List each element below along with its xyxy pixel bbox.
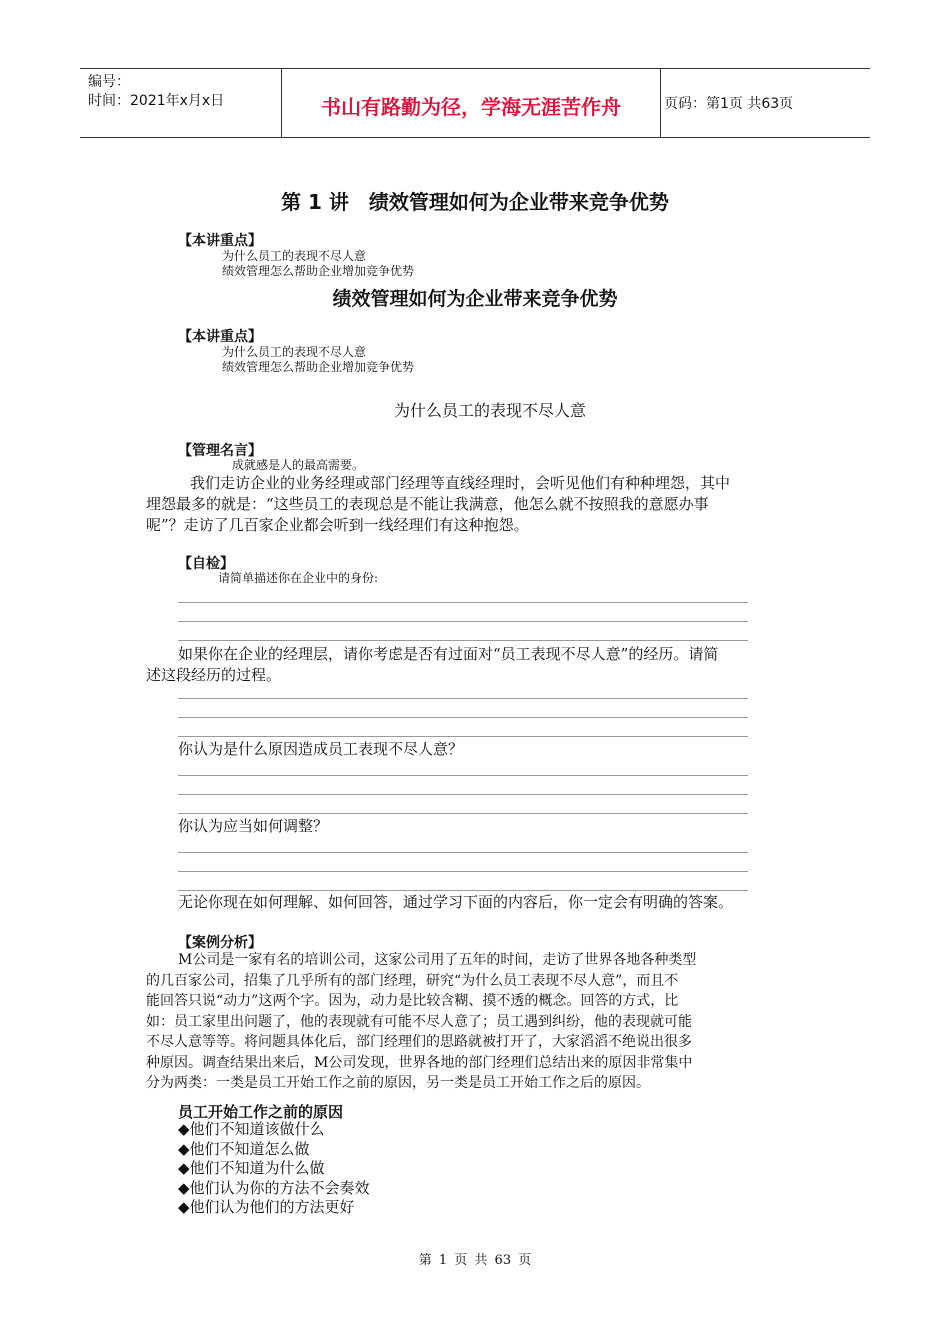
answer-line[interactable] xyxy=(178,794,748,795)
question-3: 你认为是什么原因造成员工表现不尽人意？ xyxy=(178,740,464,758)
lecture-title: 第 1 讲 绩效管理如何为企业带来竞争优势 xyxy=(281,190,669,214)
answer-line[interactable] xyxy=(178,852,748,853)
answer-line[interactable] xyxy=(178,717,748,718)
answer-line[interactable] xyxy=(178,640,748,641)
question-4: 你认为应当如何调整？ xyxy=(178,817,329,835)
self-check-label: 【自检】 xyxy=(178,556,234,572)
conclusion-text: 无论你现在如何理解、如何回答，通过学习下面的内容后，你一定会有明确的答案。 xyxy=(178,893,734,911)
page-label: 页码：第1页 共63页 xyxy=(664,96,794,112)
list-item: ◆他们不知道怎么做 xyxy=(178,1139,310,1158)
self-check-prompt: 请简单描述你在企业中的身份: xyxy=(218,571,379,585)
question-2 xyxy=(146,644,826,686)
answer-line[interactable] xyxy=(178,775,748,776)
key-points-label: 【本讲重点】 xyxy=(178,233,262,249)
header-meta xyxy=(88,73,224,111)
intro-line: 呢”？走访了几百家企业都会听到一线经理们有这种抱怨。 xyxy=(146,516,529,534)
header-motto: 书山有路勤为径，学海无涯苦作舟 xyxy=(321,95,621,119)
before-work-title: 员工开始工作之前的原因 xyxy=(178,1103,344,1121)
key-points-list xyxy=(222,249,414,279)
case-line: 不尽人意等等。将问题具体化后，部门经理们的思路就被打开了，大家滔滔不绝说出很多 xyxy=(146,1034,692,1050)
question-line: 如果你在企业的经理层，请你考虑是否有过面对“员工表现不尽人意”的经历。请简 xyxy=(178,645,719,663)
answer-line[interactable] xyxy=(178,621,748,622)
question-line: 述这段经历的过程。 xyxy=(146,666,282,684)
header-box xyxy=(80,68,870,138)
case-line: 如：员工家里出问题了，他的表现就有可能不尽人意了；员工遇到纠纷，他的表现就可能 xyxy=(146,1013,692,1030)
key-points-label-2: 【本讲重点】 xyxy=(178,329,262,345)
quote-label: 【管理名言】 xyxy=(178,443,262,459)
case-line: 的几百家公司，招集了几乎所有的部门经理，研究“为什么员工表现不尽人意”，而且不 xyxy=(146,972,679,989)
key-point-item: 绩效管理怎么帮助企业增加竞争优势 xyxy=(222,360,415,374)
intro-line: 埋怨最多的就是：“这些员工的表现总是不能让我满意，他怎么就不按照我的意愿办事 xyxy=(146,495,709,513)
section-title: 为什么员工的表现不尽人意 xyxy=(393,401,586,420)
list-item: ◆他们认为他们的方法更好 xyxy=(178,1198,355,1216)
answer-line[interactable] xyxy=(178,698,748,699)
case-line: 分为两类：一类是员工开始工作之前的原因，另一类是员工开始工作之后的原因。 xyxy=(146,1075,650,1091)
case-line: 能回答只说“动力”这两个字。因为，动力是比较含糊、摸不透的概念。回答的方式，比 xyxy=(146,993,679,1009)
case-line: 种原因。调查结果出来后，M公司发现，世界各地的部门经理们总结出来的原因非常集中 xyxy=(146,1054,693,1071)
page-footer: 第 1 页 共 63 页 xyxy=(418,1253,532,1268)
answer-line[interactable] xyxy=(178,813,748,814)
answer-line[interactable] xyxy=(178,736,748,737)
answer-line[interactable] xyxy=(178,871,748,872)
answer-line[interactable] xyxy=(178,602,748,603)
header-divider-right xyxy=(660,69,661,137)
time-label: 时间：2021年x月x日 xyxy=(88,93,225,109)
intro-line: 我们走访企业的业务经理或部门经理等直线经理时，会听见他们有种种埋怨，其中 xyxy=(190,474,731,492)
lecture-title-repeat: 绩效管理如何为企业带来竞争优势 xyxy=(332,288,618,310)
case-label: 【案例分析】 xyxy=(178,935,262,951)
case-line: M公司是一家有名的培训公司，这家公司用了五年的时间，走访了世界各地各种类型 xyxy=(178,952,697,968)
answer-line[interactable] xyxy=(178,890,748,891)
key-point-item: 绩效管理怎么帮助企业增加竞争优势 xyxy=(222,264,415,278)
list-item: ◆他们认为你的方法不会奏效 xyxy=(178,1178,370,1197)
list-item: ◆他们不知道为什么做 xyxy=(178,1159,325,1177)
number-label: 编号： xyxy=(88,74,130,90)
before-work-list xyxy=(178,1120,370,1218)
list-item: ◆他们不知道该做什么 xyxy=(178,1120,325,1138)
intro-paragraph xyxy=(146,473,826,536)
case-paragraph xyxy=(146,950,806,1094)
quote-text: 成就感是人的最高需要。 xyxy=(232,458,365,472)
key-points-list-2 xyxy=(222,345,414,375)
key-point-item: 为什么员工的表现不尽人意 xyxy=(222,249,367,263)
key-point-item: 为什么员工的表现不尽人意 xyxy=(222,345,367,359)
